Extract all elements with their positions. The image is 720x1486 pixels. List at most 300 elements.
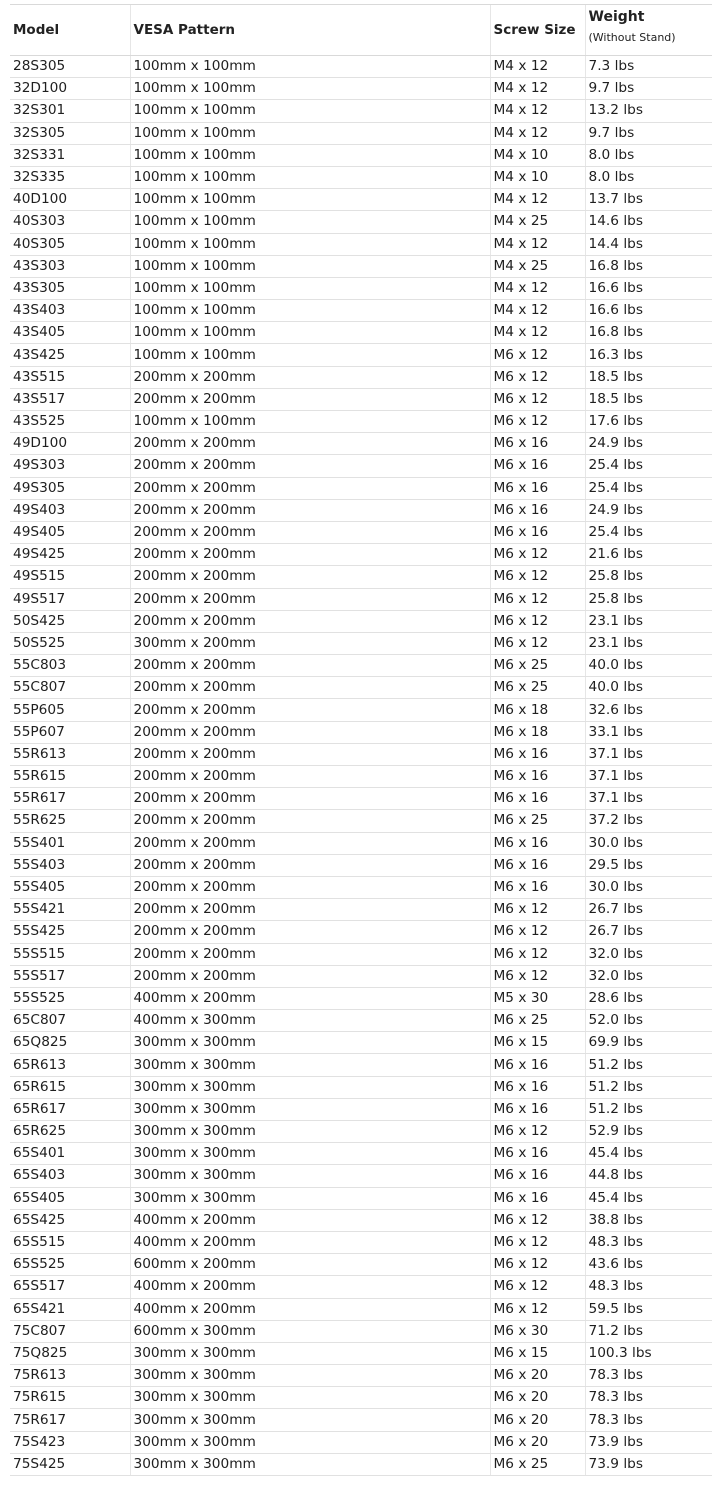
cell-model: 55R617 (10, 788, 130, 810)
cell-weight: 52.0 lbs (585, 1010, 712, 1032)
cell-model: 43S405 (10, 322, 130, 344)
cell-vesa-pattern: 200mm x 200mm (130, 876, 490, 898)
table-row (10, 433, 712, 455)
cell-vesa-pattern: 100mm x 100mm (130, 300, 490, 322)
table-row (10, 388, 712, 410)
cell-vesa-pattern: 200mm x 200mm (130, 588, 490, 610)
cell-screw-size: M6 x 12 (490, 965, 585, 987)
cell-vesa-pattern: 300mm x 300mm (130, 1431, 490, 1453)
cell-screw-size: M6 x 15 (490, 1342, 585, 1364)
cell-weight: 29.5 lbs (585, 854, 712, 876)
cell-weight: 51.2 lbs (585, 1076, 712, 1098)
cell-model: 40S305 (10, 233, 130, 255)
cell-vesa-pattern: 200mm x 200mm (130, 655, 490, 677)
cell-weight: 69.9 lbs (585, 1032, 712, 1054)
cell-weight: 17.6 lbs (585, 411, 712, 433)
cell-vesa-pattern: 300mm x 300mm (130, 1187, 490, 1209)
cell-weight: 25.4 lbs (585, 455, 712, 477)
cell-model: 55C807 (10, 677, 130, 699)
cell-model: 75Q825 (10, 1342, 130, 1364)
table-row (10, 1010, 712, 1032)
cell-model: 32S335 (10, 166, 130, 188)
cell-weight: 7.3 lbs (585, 56, 712, 78)
cell-model: 49S517 (10, 588, 130, 610)
table-row (10, 1254, 712, 1276)
cell-model: 43S305 (10, 277, 130, 299)
table-row (10, 411, 712, 433)
cell-model: 40D100 (10, 189, 130, 211)
cell-screw-size: M6 x 12 (490, 1298, 585, 1320)
cell-screw-size: M6 x 16 (490, 521, 585, 543)
cell-model: 75R617 (10, 1409, 130, 1431)
cell-model: 49S303 (10, 455, 130, 477)
cell-model: 75C807 (10, 1320, 130, 1342)
cell-model: 65R625 (10, 1121, 130, 1143)
cell-screw-size: M6 x 25 (490, 1010, 585, 1032)
cell-screw-size: M6 x 16 (490, 832, 585, 854)
cell-weight: 23.1 lbs (585, 610, 712, 632)
header-weight-subtitle: (Without Stand) (588, 31, 676, 44)
cell-vesa-pattern: 200mm x 200mm (130, 699, 490, 721)
cell-weight: 16.3 lbs (585, 344, 712, 366)
cell-weight: 21.6 lbs (585, 544, 712, 566)
cell-weight: 24.9 lbs (585, 433, 712, 455)
header-row (10, 5, 712, 56)
cell-vesa-pattern: 100mm x 100mm (130, 322, 490, 344)
cell-weight: 71.2 lbs (585, 1320, 712, 1342)
cell-vesa-pattern: 100mm x 100mm (130, 189, 490, 211)
cell-weight: 51.2 lbs (585, 1054, 712, 1076)
cell-screw-size: M4 x 25 (490, 255, 585, 277)
cell-screw-size: M4 x 10 (490, 144, 585, 166)
cell-model: 55S517 (10, 965, 130, 987)
cell-screw-size: M6 x 18 (490, 721, 585, 743)
cell-vesa-pattern: 400mm x 200mm (130, 987, 490, 1009)
cell-model: 49S425 (10, 544, 130, 566)
table-row (10, 699, 712, 721)
cell-model: 49S405 (10, 521, 130, 543)
cell-screw-size: M6 x 25 (490, 810, 585, 832)
cell-vesa-pattern: 200mm x 200mm (130, 366, 490, 388)
header-screw-size: Screw Size (490, 5, 585, 56)
cell-weight: 73.9 lbs (585, 1453, 712, 1475)
cell-weight: 8.0 lbs (585, 166, 712, 188)
cell-screw-size: M4 x 12 (490, 233, 585, 255)
table-row (10, 854, 712, 876)
table-row (10, 1431, 712, 1453)
cell-screw-size: M6 x 12 (490, 899, 585, 921)
table-row (10, 766, 712, 788)
cell-weight: 45.4 lbs (585, 1143, 712, 1165)
cell-model: 49S515 (10, 566, 130, 588)
cell-screw-size: M6 x 16 (490, 788, 585, 810)
cell-model: 43S515 (10, 366, 130, 388)
cell-vesa-pattern: 200mm x 200mm (130, 521, 490, 543)
table-row (10, 632, 712, 654)
cell-model: 65C807 (10, 1010, 130, 1032)
table-row (10, 610, 712, 632)
table-row (10, 56, 712, 78)
cell-vesa-pattern: 200mm x 200mm (130, 499, 490, 521)
cell-weight: 38.8 lbs (585, 1209, 712, 1231)
cell-model: 55P607 (10, 721, 130, 743)
table-row (10, 300, 712, 322)
cell-weight: 52.9 lbs (585, 1121, 712, 1143)
cell-vesa-pattern: 200mm x 200mm (130, 433, 490, 455)
cell-weight: 37.1 lbs (585, 766, 712, 788)
table-row (10, 100, 712, 122)
cell-vesa-pattern: 100mm x 100mm (130, 277, 490, 299)
cell-screw-size: M6 x 16 (490, 876, 585, 898)
cell-screw-size: M6 x 20 (490, 1387, 585, 1409)
header-model: Model (10, 5, 130, 56)
cell-vesa-pattern: 400mm x 200mm (130, 1209, 490, 1231)
cell-screw-size: M6 x 12 (490, 366, 585, 388)
cell-model: 32S301 (10, 100, 130, 122)
table-row (10, 1054, 712, 1076)
table-row (10, 189, 712, 211)
table-row (10, 144, 712, 166)
cell-screw-size: M6 x 12 (490, 610, 585, 632)
cell-weight: 51.2 lbs (585, 1098, 712, 1120)
cell-model: 55S403 (10, 854, 130, 876)
header-weight (585, 5, 712, 56)
cell-vesa-pattern: 200mm x 200mm (130, 610, 490, 632)
cell-model: 55S425 (10, 921, 130, 943)
cell-screw-size: M6 x 12 (490, 1276, 585, 1298)
cell-vesa-pattern: 400mm x 200mm (130, 1276, 490, 1298)
cell-vesa-pattern: 200mm x 200mm (130, 721, 490, 743)
table-row (10, 122, 712, 144)
cell-weight: 32.0 lbs (585, 943, 712, 965)
cell-weight: 18.5 lbs (585, 388, 712, 410)
table-row (10, 1143, 712, 1165)
table-row (10, 677, 712, 699)
cell-vesa-pattern: 300mm x 300mm (130, 1342, 490, 1364)
table-row (10, 943, 712, 965)
cell-screw-size: M6 x 12 (490, 921, 585, 943)
cell-model: 65S517 (10, 1276, 130, 1298)
cell-vesa-pattern: 400mm x 200mm (130, 1231, 490, 1253)
cell-weight: 100.3 lbs (585, 1342, 712, 1364)
cell-vesa-pattern: 300mm x 300mm (130, 1076, 490, 1098)
cell-weight: 16.6 lbs (585, 300, 712, 322)
cell-screw-size: M4 x 12 (490, 300, 585, 322)
cell-weight: 40.0 lbs (585, 655, 712, 677)
cell-model: 65S401 (10, 1143, 130, 1165)
cell-model: 65R617 (10, 1098, 130, 1120)
cell-model: 55S421 (10, 899, 130, 921)
cell-model: 50S525 (10, 632, 130, 654)
table-row (10, 588, 712, 610)
table-row (10, 899, 712, 921)
cell-model: 49D100 (10, 433, 130, 455)
cell-screw-size: M6 x 16 (490, 743, 585, 765)
cell-weight: 9.7 lbs (585, 78, 712, 100)
cell-model: 65S405 (10, 1187, 130, 1209)
cell-vesa-pattern: 100mm x 100mm (130, 233, 490, 255)
cell-model: 43S425 (10, 344, 130, 366)
cell-screw-size: M6 x 12 (490, 566, 585, 588)
cell-model: 50S425 (10, 610, 130, 632)
cell-vesa-pattern: 100mm x 100mm (130, 166, 490, 188)
cell-weight: 37.2 lbs (585, 810, 712, 832)
cell-weight: 33.1 lbs (585, 721, 712, 743)
cell-model: 43S303 (10, 255, 130, 277)
cell-weight: 25.8 lbs (585, 588, 712, 610)
table-row (10, 166, 712, 188)
cell-vesa-pattern: 400mm x 300mm (130, 1010, 490, 1032)
table-row (10, 255, 712, 277)
cell-vesa-pattern: 200mm x 200mm (130, 810, 490, 832)
table-row (10, 1342, 712, 1364)
table-body (10, 56, 712, 1476)
cell-screw-size: M6 x 16 (490, 477, 585, 499)
cell-vesa-pattern: 200mm x 200mm (130, 743, 490, 765)
cell-weight: 59.5 lbs (585, 1298, 712, 1320)
cell-weight: 78.3 lbs (585, 1387, 712, 1409)
cell-vesa-pattern: 300mm x 300mm (130, 1165, 490, 1187)
cell-model: 32S305 (10, 122, 130, 144)
cell-weight: 24.9 lbs (585, 499, 712, 521)
cell-model: 65S421 (10, 1298, 130, 1320)
cell-vesa-pattern: 100mm x 100mm (130, 411, 490, 433)
cell-weight: 18.5 lbs (585, 366, 712, 388)
cell-screw-size: M6 x 16 (490, 455, 585, 477)
table-row (10, 499, 712, 521)
cell-screw-size: M6 x 12 (490, 1121, 585, 1143)
cell-model: 43S525 (10, 411, 130, 433)
cell-weight: 14.6 lbs (585, 211, 712, 233)
cell-weight: 13.7 lbs (585, 189, 712, 211)
cell-screw-size: M6 x 12 (490, 1254, 585, 1276)
table-row (10, 1076, 712, 1098)
cell-weight: 48.3 lbs (585, 1276, 712, 1298)
cell-weight: 9.7 lbs (585, 122, 712, 144)
cell-screw-size: M6 x 12 (490, 411, 585, 433)
cell-weight: 30.0 lbs (585, 876, 712, 898)
cell-model: 28S305 (10, 56, 130, 78)
cell-vesa-pattern: 600mm x 300mm (130, 1320, 490, 1342)
cell-screw-size: M6 x 20 (490, 1365, 585, 1387)
cell-vesa-pattern: 200mm x 200mm (130, 788, 490, 810)
cell-vesa-pattern: 300mm x 300mm (130, 1387, 490, 1409)
cell-screw-size: M6 x 25 (490, 1453, 585, 1475)
cell-model: 55S405 (10, 876, 130, 898)
cell-screw-size: M4 x 10 (490, 166, 585, 188)
cell-vesa-pattern: 100mm x 100mm (130, 100, 490, 122)
cell-vesa-pattern: 200mm x 200mm (130, 921, 490, 943)
cell-weight: 26.7 lbs (585, 921, 712, 943)
cell-vesa-pattern: 300mm x 300mm (130, 1054, 490, 1076)
cell-weight: 16.6 lbs (585, 277, 712, 299)
cell-model: 65Q825 (10, 1032, 130, 1054)
cell-model: 43S517 (10, 388, 130, 410)
cell-vesa-pattern: 300mm x 300mm (130, 1143, 490, 1165)
cell-screw-size: M6 x 12 (490, 388, 585, 410)
cell-weight: 78.3 lbs (585, 1365, 712, 1387)
cell-vesa-pattern: 100mm x 100mm (130, 78, 490, 100)
cell-weight: 30.0 lbs (585, 832, 712, 854)
cell-screw-size: M6 x 16 (490, 433, 585, 455)
cell-vesa-pattern: 100mm x 100mm (130, 211, 490, 233)
cell-screw-size: M6 x 16 (490, 1165, 585, 1187)
vesa-spec-table (10, 5, 712, 1476)
table-row (10, 322, 712, 344)
table-row (10, 78, 712, 100)
cell-weight: 25.4 lbs (585, 477, 712, 499)
cell-screw-size: M4 x 12 (490, 100, 585, 122)
cell-model: 65S403 (10, 1165, 130, 1187)
table-row (10, 965, 712, 987)
table-row (10, 810, 712, 832)
cell-model: 55S525 (10, 987, 130, 1009)
cell-screw-size: M6 x 16 (490, 1098, 585, 1120)
cell-weight: 26.7 lbs (585, 899, 712, 921)
cell-screw-size: M6 x 12 (490, 544, 585, 566)
cell-screw-size: M4 x 12 (490, 56, 585, 78)
cell-weight: 37.1 lbs (585, 788, 712, 810)
cell-screw-size: M6 x 12 (490, 632, 585, 654)
cell-model: 55R625 (10, 810, 130, 832)
cell-screw-size: M6 x 12 (490, 344, 585, 366)
table-row (10, 1365, 712, 1387)
table-row (10, 477, 712, 499)
cell-vesa-pattern: 200mm x 200mm (130, 854, 490, 876)
cell-weight: 43.6 lbs (585, 1254, 712, 1276)
cell-screw-size: M6 x 12 (490, 1209, 585, 1231)
cell-vesa-pattern: 100mm x 100mm (130, 56, 490, 78)
table-row (10, 921, 712, 943)
table-row (10, 1298, 712, 1320)
cell-screw-size: M6 x 15 (490, 1032, 585, 1054)
cell-model: 65R615 (10, 1076, 130, 1098)
cell-vesa-pattern: 200mm x 200mm (130, 965, 490, 987)
cell-model: 49S305 (10, 477, 130, 499)
cell-model: 65S425 (10, 1209, 130, 1231)
cell-weight: 14.4 lbs (585, 233, 712, 255)
cell-vesa-pattern: 200mm x 200mm (130, 388, 490, 410)
cell-vesa-pattern: 300mm x 300mm (130, 1365, 490, 1387)
cell-vesa-pattern: 300mm x 300mm (130, 1453, 490, 1475)
cell-screw-size: M6 x 30 (490, 1320, 585, 1342)
cell-model: 49S403 (10, 499, 130, 521)
cell-screw-size: M6 x 16 (490, 1076, 585, 1098)
cell-screw-size: M6 x 16 (490, 1143, 585, 1165)
cell-model: 55S515 (10, 943, 130, 965)
table-row (10, 344, 712, 366)
cell-screw-size: M5 x 30 (490, 987, 585, 1009)
cell-weight: 48.3 lbs (585, 1231, 712, 1253)
table-row (10, 655, 712, 677)
table-row (10, 1320, 712, 1342)
cell-vesa-pattern: 300mm x 300mm (130, 1121, 490, 1143)
cell-weight: 37.1 lbs (585, 743, 712, 765)
cell-screw-size: M4 x 12 (490, 322, 585, 344)
cell-screw-size: M6 x 16 (490, 1187, 585, 1209)
cell-screw-size: M6 x 16 (490, 1054, 585, 1076)
cell-model: 55R613 (10, 743, 130, 765)
cell-screw-size: M4 x 12 (490, 277, 585, 299)
cell-weight: 32.6 lbs (585, 699, 712, 721)
cell-weight: 73.9 lbs (585, 1431, 712, 1453)
table-row (10, 1209, 712, 1231)
cell-model: 75R615 (10, 1387, 130, 1409)
cell-vesa-pattern: 100mm x 100mm (130, 255, 490, 277)
cell-vesa-pattern: 200mm x 200mm (130, 832, 490, 854)
header-weight-title: Weight (588, 9, 645, 25)
cell-vesa-pattern: 100mm x 100mm (130, 344, 490, 366)
cell-model: 65S525 (10, 1254, 130, 1276)
table-row (10, 1276, 712, 1298)
cell-model: 65R613 (10, 1054, 130, 1076)
cell-model: 55P605 (10, 699, 130, 721)
cell-weight: 13.2 lbs (585, 100, 712, 122)
cell-weight: 44.8 lbs (585, 1165, 712, 1187)
cell-model: 75S425 (10, 1453, 130, 1475)
cell-screw-size: M6 x 16 (490, 766, 585, 788)
cell-model: 40S303 (10, 211, 130, 233)
cell-screw-size: M6 x 12 (490, 1231, 585, 1253)
cell-vesa-pattern: 200mm x 200mm (130, 455, 490, 477)
table-row (10, 1231, 712, 1253)
cell-screw-size: M6 x 12 (490, 943, 585, 965)
cell-weight: 78.3 lbs (585, 1409, 712, 1431)
table-row (10, 455, 712, 477)
table-row (10, 721, 712, 743)
cell-vesa-pattern: 300mm x 200mm (130, 632, 490, 654)
cell-vesa-pattern: 300mm x 300mm (130, 1032, 490, 1054)
cell-screw-size: M6 x 20 (490, 1409, 585, 1431)
cell-vesa-pattern: 200mm x 200mm (130, 566, 490, 588)
cell-weight: 23.1 lbs (585, 632, 712, 654)
cell-weight: 25.4 lbs (585, 521, 712, 543)
cell-screw-size: M6 x 18 (490, 699, 585, 721)
cell-weight: 28.6 lbs (585, 987, 712, 1009)
table-row (10, 566, 712, 588)
cell-vesa-pattern: 200mm x 200mm (130, 677, 490, 699)
cell-weight: 16.8 lbs (585, 322, 712, 344)
cell-weight: 25.8 lbs (585, 566, 712, 588)
cell-vesa-pattern: 400mm x 200mm (130, 1298, 490, 1320)
cell-model: 32S331 (10, 144, 130, 166)
cell-model: 55R615 (10, 766, 130, 788)
table-row (10, 277, 712, 299)
cell-vesa-pattern: 200mm x 200mm (130, 477, 490, 499)
table-row (10, 743, 712, 765)
cell-screw-size: M6 x 16 (490, 854, 585, 876)
cell-vesa-pattern: 100mm x 100mm (130, 144, 490, 166)
cell-screw-size: M6 x 12 (490, 588, 585, 610)
table-row (10, 521, 712, 543)
cell-model: 75R613 (10, 1365, 130, 1387)
cell-vesa-pattern: 200mm x 200mm (130, 899, 490, 921)
table-row (10, 1165, 712, 1187)
table-row (10, 876, 712, 898)
table-row (10, 233, 712, 255)
cell-screw-size: M6 x 25 (490, 677, 585, 699)
table-row (10, 1187, 712, 1209)
cell-vesa-pattern: 300mm x 300mm (130, 1409, 490, 1431)
cell-vesa-pattern: 200mm x 200mm (130, 766, 490, 788)
cell-screw-size: M4 x 25 (490, 211, 585, 233)
table-row (10, 1387, 712, 1409)
cell-model: 55C803 (10, 655, 130, 677)
table-row (10, 544, 712, 566)
cell-screw-size: M4 x 12 (490, 78, 585, 100)
cell-model: 43S403 (10, 300, 130, 322)
cell-weight: 32.0 lbs (585, 965, 712, 987)
